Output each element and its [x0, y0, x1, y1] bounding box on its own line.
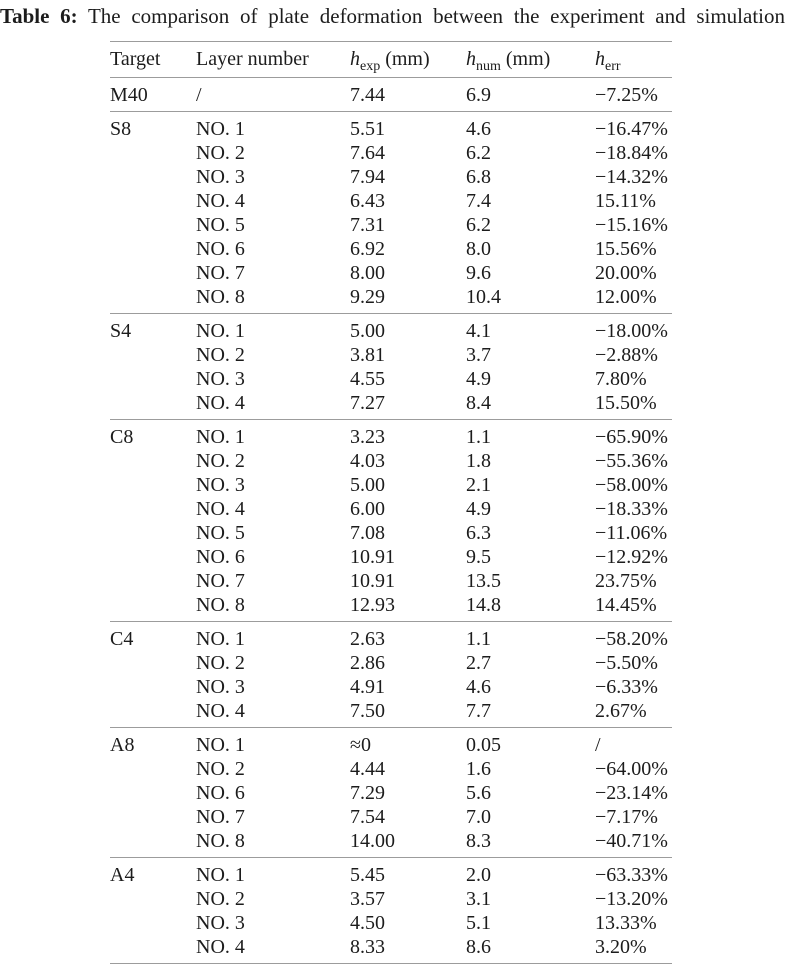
target-cell: [110, 829, 196, 858]
target-cell: [110, 699, 196, 728]
layer-cell: NO. 6: [196, 546, 245, 568]
h-exp-cell: 8.33: [350, 936, 385, 958]
h-exp-cell: 4.91: [350, 676, 385, 698]
h-num-cell: 8.6: [466, 936, 491, 958]
h-err-cell: −58.00%: [595, 474, 668, 496]
table-row: [110, 314, 672, 344]
table-row: [110, 261, 672, 285]
table-caption: [0, 0, 785, 30]
table-row: [110, 343, 672, 367]
table-row: [110, 285, 672, 314]
h-num-cell: 5.6: [466, 782, 491, 804]
table-row: [110, 165, 672, 189]
h-exp-cell: 3.23: [350, 426, 385, 448]
target-cell: [110, 521, 196, 545]
target-cell: [110, 805, 196, 829]
layer-cell: NO. 1: [196, 320, 245, 342]
h-exp-cell: 2.63: [350, 628, 385, 650]
target-cell: [110, 651, 196, 675]
layer-cell: NO. 8: [196, 286, 245, 308]
target-cell: [110, 189, 196, 213]
table-row: [110, 699, 672, 728]
layer-cell: NO. 7: [196, 570, 245, 592]
h-err-cell: −63.33%: [595, 864, 668, 886]
h-num-cell: 4.6: [466, 676, 491, 698]
h-err-cell: −7.17%: [595, 806, 658, 828]
target-cell: [110, 449, 196, 473]
h-num-cell: 6.2: [466, 214, 491, 236]
h-err-cell: 15.50%: [595, 392, 657, 414]
h-err-cell: 23.75%: [595, 570, 657, 592]
h-exp-cell: 5.45: [350, 864, 385, 886]
layer-cell: NO. 4: [196, 936, 245, 958]
h-err-cell: −40.71%: [595, 830, 668, 852]
layer-cell: NO. 3: [196, 166, 245, 188]
table-group-S8: [110, 112, 672, 314]
layer-cell: NO. 5: [196, 522, 245, 544]
layer-cell: NO. 1: [196, 118, 245, 140]
layer-cell: NO. 2: [196, 450, 245, 472]
column-header-h-num: $h_{num}$ (mm): [466, 42, 595, 78]
target-cell: S8: [110, 118, 132, 140]
target-cell: [110, 497, 196, 521]
target-cell: C4: [110, 628, 134, 650]
table-row: [110, 112, 672, 142]
h-num-cell: 13.5: [466, 570, 501, 592]
table-row: [110, 651, 672, 675]
h-num-cell: 1.1: [466, 628, 491, 650]
target-cell: A4: [110, 864, 135, 886]
h-err-cell: 12.00%: [595, 286, 657, 308]
h-err-cell: −15.16%: [595, 214, 668, 236]
table-group-A8: [110, 728, 672, 858]
h-num-cell: 10.4: [466, 286, 501, 308]
table-row: [110, 728, 672, 758]
layer-cell: NO. 1: [196, 426, 245, 448]
column-header-h-exp: $h_{exp}$ (mm): [350, 42, 466, 78]
h-num-cell: 6.3: [466, 522, 491, 544]
target-cell: [110, 569, 196, 593]
layer-cell: NO. 8: [196, 830, 245, 852]
layer-cell: /: [196, 84, 202, 106]
layer-cell: NO. 7: [196, 806, 245, 828]
h-exp-cell: 5.00: [350, 320, 385, 342]
h-num-cell: 9.6: [466, 262, 491, 284]
h-exp-cell: 4.55: [350, 368, 385, 390]
table-caption-label: Table 6:: [0, 4, 78, 28]
layer-cell: NO. 1: [196, 734, 245, 756]
table-group-S4: [110, 314, 672, 420]
h-err-cell: 20.00%: [595, 262, 657, 284]
layer-cell: NO. 3: [196, 912, 245, 934]
target-cell: [110, 675, 196, 699]
h-num-cell: 9.5: [466, 546, 491, 568]
comparison-table: [110, 41, 672, 964]
h-num-cell: 1.6: [466, 758, 491, 780]
h-exp-cell: 3.57: [350, 888, 385, 910]
target-cell: [110, 545, 196, 569]
h-num-cell: 8.0: [466, 238, 491, 260]
target-cell: [110, 141, 196, 165]
h-err-cell: −2.88%: [595, 344, 658, 366]
h-err-cell: −16.47%: [595, 118, 668, 140]
h-num-cell: 6.8: [466, 166, 491, 188]
table-row: [110, 757, 672, 781]
table-row: [110, 189, 672, 213]
table-row: [110, 829, 672, 858]
h-exp-cell: 7.08: [350, 522, 385, 544]
h-exp-cell: 2.86: [350, 652, 385, 674]
h-err-cell: −64.00%: [595, 758, 668, 780]
column-header-h-err: $h_{err}$: [595, 42, 672, 78]
h-num-cell: 7.7: [466, 700, 491, 722]
h-err-cell: −18.84%: [595, 142, 668, 164]
table-row: [110, 622, 672, 652]
h-exp-cell: 5.00: [350, 474, 385, 496]
h-num-cell: 3.1: [466, 888, 491, 910]
h-exp-cell: 3.81: [350, 344, 385, 366]
layer-cell: NO. 1: [196, 864, 245, 886]
h-num-cell: 5.1: [466, 912, 491, 934]
h-exp-cell: 10.91: [350, 570, 395, 592]
h-err-cell: 15.56%: [595, 238, 657, 260]
layer-cell: NO. 3: [196, 474, 245, 496]
h-err-cell: −11.06%: [595, 522, 668, 544]
target-cell: A8: [110, 734, 135, 756]
layer-cell: NO. 4: [196, 498, 245, 520]
target-cell: [110, 781, 196, 805]
layer-cell: NO. 4: [196, 190, 245, 212]
table-row: [110, 237, 672, 261]
h-num-cell: 2.1: [466, 474, 491, 496]
layer-cell: NO. 6: [196, 782, 245, 804]
h-exp-cell: 7.27: [350, 392, 385, 414]
target-cell: [110, 391, 196, 420]
h-err-cell: −12.92%: [595, 546, 668, 568]
layer-cell: NO. 2: [196, 888, 245, 910]
h-exp-cell: 10.91: [350, 546, 395, 568]
h-err-cell: 13.33%: [595, 912, 657, 934]
h-num-cell: 3.7: [466, 344, 491, 366]
target-cell: [110, 367, 196, 391]
header-row: [110, 42, 672, 78]
target-cell: [110, 261, 196, 285]
table-group-C4: [110, 622, 672, 728]
layer-cell: NO. 8: [196, 594, 245, 616]
h-err-cell: −14.32%: [595, 166, 668, 188]
target-cell: [110, 237, 196, 261]
table-row: [110, 935, 672, 964]
h-num-cell: 4.6: [466, 118, 491, 140]
target-cell: [110, 757, 196, 781]
h-num-cell: 8.3: [466, 830, 491, 852]
h-num-cell: 7.4: [466, 190, 491, 212]
target-cell: S4: [110, 320, 132, 342]
h-err-cell: −6.33%: [595, 676, 658, 698]
table-row: [110, 497, 672, 521]
h-num-cell: 6.9: [466, 84, 491, 106]
h-exp-cell: 7.44: [350, 84, 385, 106]
h-exp-cell: 7.54: [350, 806, 385, 828]
layer-cell: NO. 3: [196, 676, 245, 698]
h-num-cell: 4.9: [466, 368, 491, 390]
target-cell: [110, 213, 196, 237]
h-err-cell: /: [595, 734, 601, 756]
table-row: [110, 887, 672, 911]
table-row: [110, 78, 672, 112]
layer-cell: NO. 2: [196, 142, 245, 164]
h-err-cell: 3.20%: [595, 936, 647, 958]
table-row: [110, 473, 672, 497]
target-cell: [110, 165, 196, 189]
h-err-cell: −58.20%: [595, 628, 668, 650]
h-exp-cell: 5.51: [350, 118, 385, 140]
table-row: [110, 569, 672, 593]
h-num-cell: 2.0: [466, 864, 491, 886]
table-row: [110, 805, 672, 829]
h-exp-cell: 6.92: [350, 238, 385, 260]
h-num-cell: 1.1: [466, 426, 491, 448]
h-err-cell: −18.33%: [595, 498, 668, 520]
table-row: [110, 675, 672, 699]
layer-cell: NO. 2: [196, 758, 245, 780]
h-num-cell: 0.05: [466, 734, 501, 756]
h-exp-cell: 4.50: [350, 912, 385, 934]
h-err-cell: 15.11%: [595, 190, 656, 212]
table-group-C8: [110, 420, 672, 622]
h-num-cell: 14.8: [466, 594, 501, 616]
h-exp-cell: 7.50: [350, 700, 385, 722]
h-exp-cell: 14.00: [350, 830, 395, 852]
table-row: [110, 213, 672, 237]
layer-cell: NO. 2: [196, 652, 245, 674]
target-cell: [110, 911, 196, 935]
h-exp-cell: 7.64: [350, 142, 385, 164]
h-exp-cell: ≈0: [350, 734, 371, 756]
table-row: [110, 420, 672, 450]
h-exp-cell: 9.29: [350, 286, 385, 308]
target-cell: C8: [110, 426, 134, 448]
table-row: [110, 141, 672, 165]
h-err-cell: −23.14%: [595, 782, 668, 804]
h-exp-cell: 12.93: [350, 594, 395, 616]
layer-cell: NO. 4: [196, 392, 245, 414]
h-exp-cell: 6.00: [350, 498, 385, 520]
target-cell: [110, 343, 196, 367]
h-num-cell: 2.7: [466, 652, 491, 674]
h-err-cell: −7.25%: [595, 84, 658, 106]
target-cell: [110, 935, 196, 964]
target-cell: [110, 473, 196, 497]
layer-cell: NO. 1: [196, 628, 245, 650]
table-row: [110, 593, 672, 622]
column-header-target: Target: [110, 42, 196, 78]
table-row: [110, 521, 672, 545]
h-num-cell: 4.1: [466, 320, 491, 342]
h-err-cell: −5.50%: [595, 652, 658, 674]
h-exp-cell: 7.31: [350, 214, 385, 236]
target-cell: [110, 887, 196, 911]
layer-cell: NO. 7: [196, 262, 245, 284]
layer-cell: NO. 2: [196, 344, 245, 366]
h-err-cell: 2.67%: [595, 700, 647, 722]
table-row: [110, 911, 672, 935]
table-row: [110, 367, 672, 391]
h-num-cell: 8.4: [466, 392, 491, 414]
target-cell: [110, 285, 196, 314]
table-row: [110, 391, 672, 420]
h-err-cell: −65.90%: [595, 426, 668, 448]
h-err-cell: 7.80%: [595, 368, 647, 390]
layer-cell: NO. 4: [196, 700, 245, 722]
h-num-cell: 1.8: [466, 450, 491, 472]
h-exp-cell: 6.43: [350, 190, 385, 212]
h-num-cell: 7.0: [466, 806, 491, 828]
h-err-cell: −55.36%: [595, 450, 668, 472]
layer-cell: NO. 5: [196, 214, 245, 236]
h-exp-cell: 7.29: [350, 782, 385, 804]
table-group-M40: [110, 78, 672, 112]
h-exp-cell: 4.44: [350, 758, 385, 780]
table-row: [110, 858, 672, 888]
table-row: [110, 449, 672, 473]
layer-cell: NO. 6: [196, 238, 245, 260]
h-err-cell: −13.20%: [595, 888, 668, 910]
target-cell: [110, 593, 196, 622]
h-err-cell: −18.00%: [595, 320, 668, 342]
h-num-cell: 4.9: [466, 498, 491, 520]
h-exp-cell: 7.94: [350, 166, 385, 188]
table-row: [110, 781, 672, 805]
h-exp-cell: 8.00: [350, 262, 385, 284]
h-exp-cell: 4.03: [350, 450, 385, 472]
h-num-cell: 6.2: [466, 142, 491, 164]
table-caption-text: The comparison of plate deformation between the experiment and simulation: [87, 4, 785, 28]
column-header-layer-number: Layer number: [196, 42, 350, 78]
h-err-cell: 14.45%: [595, 594, 657, 616]
table-group-A4: [110, 858, 672, 964]
table-header: [110, 42, 672, 78]
layer-cell: NO. 3: [196, 368, 245, 390]
target-cell: M40: [110, 84, 148, 106]
table-row: [110, 545, 672, 569]
